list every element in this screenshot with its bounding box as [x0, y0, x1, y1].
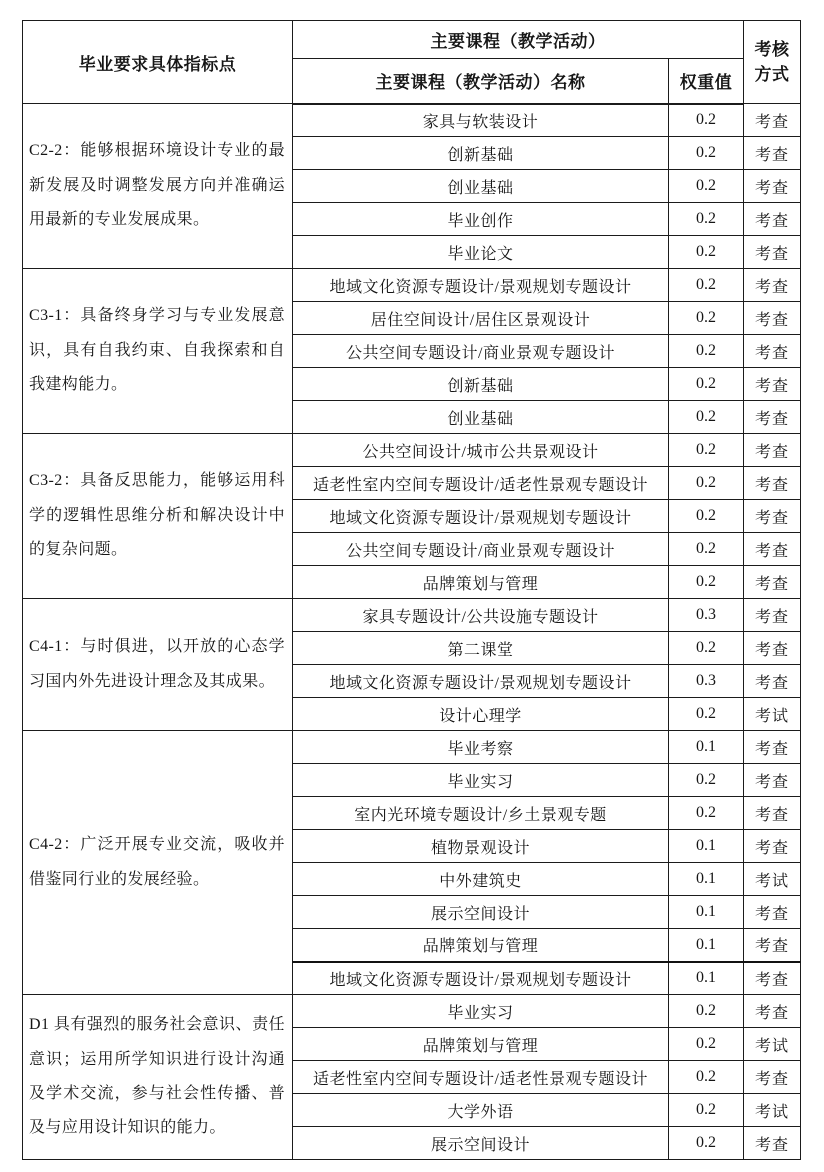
course-name-cell: 室内光环境专题设计/乡土景观专题 [293, 797, 669, 830]
header-course-name: 主要课程（教学活动）名称 [293, 59, 669, 104]
indicator-cell: D1 具有强烈的服务社会意识、责任意识；运用所学知识进行设计沟通及学术交流，参与社会性传播、普及与应用设计知识的能力。 [23, 995, 293, 1160]
assessment-cell: 考查 [744, 1061, 801, 1094]
weight-cell: 0.2 [669, 995, 744, 1028]
course-name-cell: 展示空间设计 [293, 1127, 669, 1160]
table-header [23, 21, 801, 104]
course-name-cell: 植物景观设计 [293, 830, 669, 863]
weight-cell: 0.1 [669, 863, 744, 896]
assessment-cell: 考试 [744, 1094, 801, 1127]
weight-cell: 0.2 [669, 533, 744, 566]
course-weight-table [22, 20, 801, 1160]
weight-cell: 0.2 [669, 698, 744, 731]
indicator-cell: C3-2：具备反思能力，能够运用科学的逻辑性思维分析和解决设计中的复杂问题。 [23, 434, 293, 599]
table-body [23, 104, 801, 1160]
course-name-cell: 地域文化资源专题设计/景观规划专题设计 [293, 269, 669, 302]
assessment-cell: 考查 [744, 632, 801, 665]
indicator-cell: C2-2：能够根据环境设计专业的最新发展及时调整发展方向并准确运用最新的专业发展成果。 [23, 104, 293, 269]
weight-cell: 0.2 [669, 335, 744, 368]
course-name-cell: 设计心理学 [293, 698, 669, 731]
assessment-cell: 考查 [744, 203, 801, 236]
table-row [23, 995, 801, 1028]
table-row [23, 599, 801, 632]
course-name-cell: 展示空间设计 [293, 896, 669, 929]
weight-cell: 0.1 [669, 929, 744, 962]
assessment-cell: 考查 [744, 104, 801, 137]
assessment-cell: 考查 [744, 929, 801, 962]
assessment-cell: 考查 [744, 830, 801, 863]
weight-cell: 0.2 [669, 764, 744, 797]
course-name-cell: 地域文化资源专题设计/景观规划专题设计 [293, 665, 669, 698]
weight-cell: 0.2 [669, 170, 744, 203]
weight-cell: 0.2 [669, 566, 744, 599]
weight-cell: 0.2 [669, 467, 744, 500]
course-name-cell: 中外建筑史 [293, 863, 669, 896]
weight-cell: 0.2 [669, 1127, 744, 1160]
weight-cell: 0.1 [669, 731, 744, 764]
weight-cell: 0.3 [669, 665, 744, 698]
course-name-cell: 家具与软装设计 [293, 104, 669, 137]
assessment-cell: 考查 [744, 533, 801, 566]
weight-cell: 0.2 [669, 434, 744, 467]
indicator-cell: C3-1：具备终身学习与专业发展意识，具有自我约束、自我探索和自我建构能力。 [23, 269, 293, 434]
weight-cell: 0.2 [669, 632, 744, 665]
course-name-cell: 毕业创作 [293, 203, 669, 236]
weight-cell: 0.2 [669, 104, 744, 137]
assessment-cell: 考试 [744, 863, 801, 896]
assessment-cell: 考查 [744, 467, 801, 500]
course-name-cell: 适老性室内空间专题设计/适老性景观专题设计 [293, 1061, 669, 1094]
assessment-cell: 考查 [744, 1127, 801, 1160]
weight-cell: 0.1 [669, 896, 744, 929]
course-name-cell: 公共空间设计/城市公共景观设计 [293, 434, 669, 467]
course-name-cell: 大学外语 [293, 1094, 669, 1127]
course-name-cell: 毕业实习 [293, 995, 669, 1028]
header-weight: 权重值 [669, 59, 744, 104]
weight-cell: 0.1 [669, 830, 744, 863]
course-name-cell: 品牌策划与管理 [293, 566, 669, 599]
assessment-cell: 考查 [744, 797, 801, 830]
weight-cell: 0.1 [669, 962, 744, 995]
assessment-cell: 考查 [744, 500, 801, 533]
assessment-cell: 考查 [744, 434, 801, 467]
weight-cell: 0.2 [669, 1061, 744, 1094]
weight-cell: 0.2 [669, 1094, 744, 1127]
assessment-cell: 考查 [744, 236, 801, 269]
weight-cell: 0.2 [669, 203, 744, 236]
course-name-cell: 毕业论文 [293, 236, 669, 269]
indicator-cell: C4-1：与时俱进，以开放的心态学习国内外先进设计理念及其成果。 [23, 599, 293, 731]
course-name-cell: 品牌策划与管理 [293, 1028, 669, 1061]
assessment-cell: 考查 [744, 302, 801, 335]
assessment-cell: 考查 [744, 566, 801, 599]
assessment-cell: 考查 [744, 665, 801, 698]
course-name-cell: 创业基础 [293, 401, 669, 434]
weight-cell: 0.2 [669, 137, 744, 170]
assessment-cell: 考查 [744, 962, 801, 995]
course-name-cell: 毕业考察 [293, 731, 669, 764]
course-name-cell: 地域文化资源专题设计/景观规划专题设计 [293, 962, 669, 995]
table-row [23, 269, 801, 302]
course-name-cell: 地域文化资源专题设计/景观规划专题设计 [293, 500, 669, 533]
table-row [23, 104, 801, 137]
course-name-cell: 公共空间专题设计/商业景观专题设计 [293, 533, 669, 566]
weight-cell: 0.2 [669, 302, 744, 335]
header-assessment: 考核方式 [744, 21, 801, 104]
assessment-cell: 考试 [744, 1028, 801, 1061]
table-row [23, 434, 801, 467]
weight-cell: 0.2 [669, 368, 744, 401]
weight-cell: 0.2 [669, 797, 744, 830]
course-name-cell: 创新基础 [293, 137, 669, 170]
course-name-cell: 品牌策划与管理 [293, 929, 669, 962]
course-name-cell: 居住空间设计/居住区景观设计 [293, 302, 669, 335]
assessment-cell: 考查 [744, 401, 801, 434]
weight-cell: 0.2 [669, 269, 744, 302]
assessment-cell: 考查 [744, 368, 801, 401]
assessment-cell: 考查 [744, 170, 801, 203]
assessment-cell: 考查 [744, 335, 801, 368]
assessment-cell: 考试 [744, 698, 801, 731]
header-courses-group: 主要课程（教学活动） [293, 21, 744, 59]
header-indicator: 毕业要求具体指标点 [23, 21, 293, 104]
course-name-cell: 家具专题设计/公共设施专题设计 [293, 599, 669, 632]
table-row [23, 731, 801, 764]
assessment-cell: 考查 [744, 764, 801, 797]
assessment-cell: 考查 [744, 599, 801, 632]
course-name-cell: 适老性室内空间专题设计/适老性景观专题设计 [293, 467, 669, 500]
course-name-cell: 毕业实习 [293, 764, 669, 797]
course-name-cell: 第二课堂 [293, 632, 669, 665]
assessment-cell: 考查 [744, 995, 801, 1028]
course-name-cell: 公共空间专题设计/商业景观专题设计 [293, 335, 669, 368]
assessment-cell: 考查 [744, 137, 801, 170]
course-name-cell: 创业基础 [293, 170, 669, 203]
weight-cell: 0.2 [669, 500, 744, 533]
assessment-cell: 考查 [744, 896, 801, 929]
course-name-cell: 创新基础 [293, 368, 669, 401]
indicator-cell: C4-2：广泛开展专业交流，吸收并借鉴同行业的发展经验。 [23, 731, 293, 995]
header-row-top [23, 21, 801, 59]
assessment-cell: 考查 [744, 731, 801, 764]
weight-cell: 0.3 [669, 599, 744, 632]
weight-cell: 0.2 [669, 236, 744, 269]
assessment-cell: 考查 [744, 269, 801, 302]
weight-cell: 0.2 [669, 401, 744, 434]
weight-cell: 0.2 [669, 1028, 744, 1061]
